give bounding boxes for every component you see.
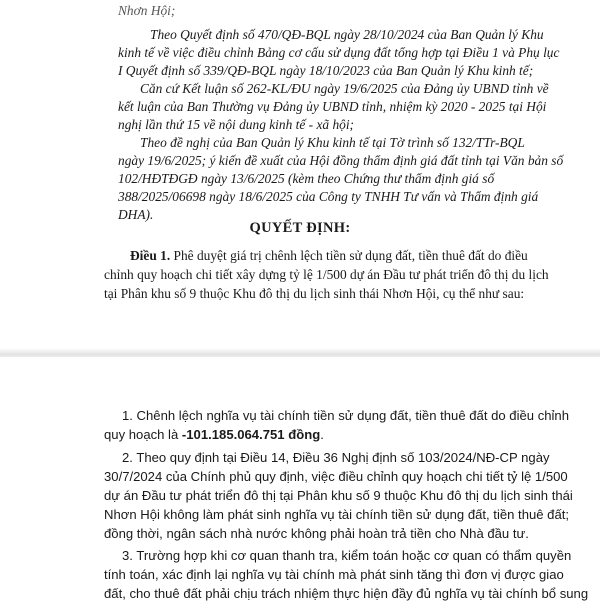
article-1-line (130, 247, 528, 265)
item-2-line: đồng thời, ngân sách nhà nước không phải hoàn trả tiền cho Nhà đầu tư. (104, 526, 529, 541)
preamble-line: nghị lần thứ 15 về nội dung kinh tế - xã hội; (118, 117, 355, 132)
item-1-line (104, 426, 324, 444)
preamble-line: 388/2025/06698 ngày 18/6/2025 của Công ty TNHH Tư vấn và Thẩm định giá (118, 189, 539, 204)
preamble-line: Theo đề nghị của Ban Quản lý Khu kinh tế tại Tờ trình số 132/TTr-BQL (140, 135, 525, 150)
item-2-line: Nhơn Hội không làm phát sinh nghĩa vụ tài chính tiền sử dụng đất, tiền thuê đất; (104, 507, 570, 522)
financial-difference-amount: -101.185.064.751 đồng (181, 427, 321, 442)
preamble-line: kinh tế về việc điều chỉnh Bảng cơ cấu sử dụng đất tổng hợp tại Điều 1 và Phụ lục (118, 45, 560, 60)
preamble-line: Căn cứ Kết luận số 262-KL/ĐU ngày 19/6/2025 của Đảng ủy UBND tỉnh về (140, 81, 549, 96)
preamble-line: 102/HĐTĐGĐ ngày 13/6/2025 (kèm theo Chứng thư thẩm định giá số (118, 171, 495, 186)
preamble-line: Theo Quyết định số 470/QĐ-BQL ngày 28/10/2024 của Ban Quản lý Khu (150, 27, 544, 42)
decision-title: QUYẾT ĐỊNH: (249, 220, 351, 236)
article-1-label: Điều 1. (130, 248, 171, 263)
preamble-line: kết luận của Ban Thường vụ Đảng ủy UBND tỉnh, nhiệm kỳ 2020 - 2025 tại Hội (118, 99, 547, 114)
preamble-line: I Quyết định số 339/QĐ-BQL ngày 18/10/2023 của Ban Quản lý Khu kinh tế; (118, 63, 534, 78)
item-1-period: . (320, 427, 324, 442)
preamble-line: ngày 19/6/2025; ý kiến đề xuất của Hội đồng thẩm định giá đất tỉnh tại Văn bản số (118, 153, 564, 168)
cut-off-line: Nhơn Hội; (118, 3, 176, 18)
article-1-line: tại Phân khu số 9 thuộc Khu đô thị du lịch sinh thái Nhơn Hội, cụ thể như sau: (104, 286, 525, 301)
item-1-line: 1. Chênh lệch nghĩa vụ tài chính tiền sử dụng đất, tiền thuê đất do điều chỉnh (122, 408, 569, 423)
article-1-text: Phê duyệt giá trị chênh lệch tiền sử dụng đất, tiền thuê đất do điều (170, 248, 528, 263)
item-3-line: 3. Trường hợp khi cơ quan thanh tra, kiểm toán hoặc cơ quan có thẩm quyền (122, 548, 572, 563)
item-2-line: dự án Đầu tư phát triển đô thị tại Phân khu số 9 thuộc Khu đô thị du lịch sinh thái (104, 488, 573, 503)
document-page-lower (0, 357, 600, 600)
article-1-line: chỉnh quy hoạch chi tiết xây dựng tỷ lệ 1/500 dự án Đầu tư phát triển đô thị du lịch (104, 267, 549, 282)
item-2-line: 2. Theo quy định tại Điều 14, Điều 36 Nghị định số 103/2024/NĐ-CP ngày (122, 450, 550, 465)
item-1-text: quy hoạch là (104, 427, 182, 442)
item-3-line: đất, cho thuê đất phải chịu trách nhiệm thực hiện đầy đủ nghĩa vụ tài chính bổ sung (104, 586, 589, 601)
item-2-line: 30/7/2024 của Chính phủ quy định, việc điều chỉnh quy hoạch chi tiết tỷ lệ 1/500 (104, 469, 568, 484)
item-3-line: tính toán, xác định lại nghĩa vụ tài chính mà phát sinh tăng thì đơn vị được giao (104, 567, 564, 582)
preamble-line: DHA). (118, 207, 154, 222)
